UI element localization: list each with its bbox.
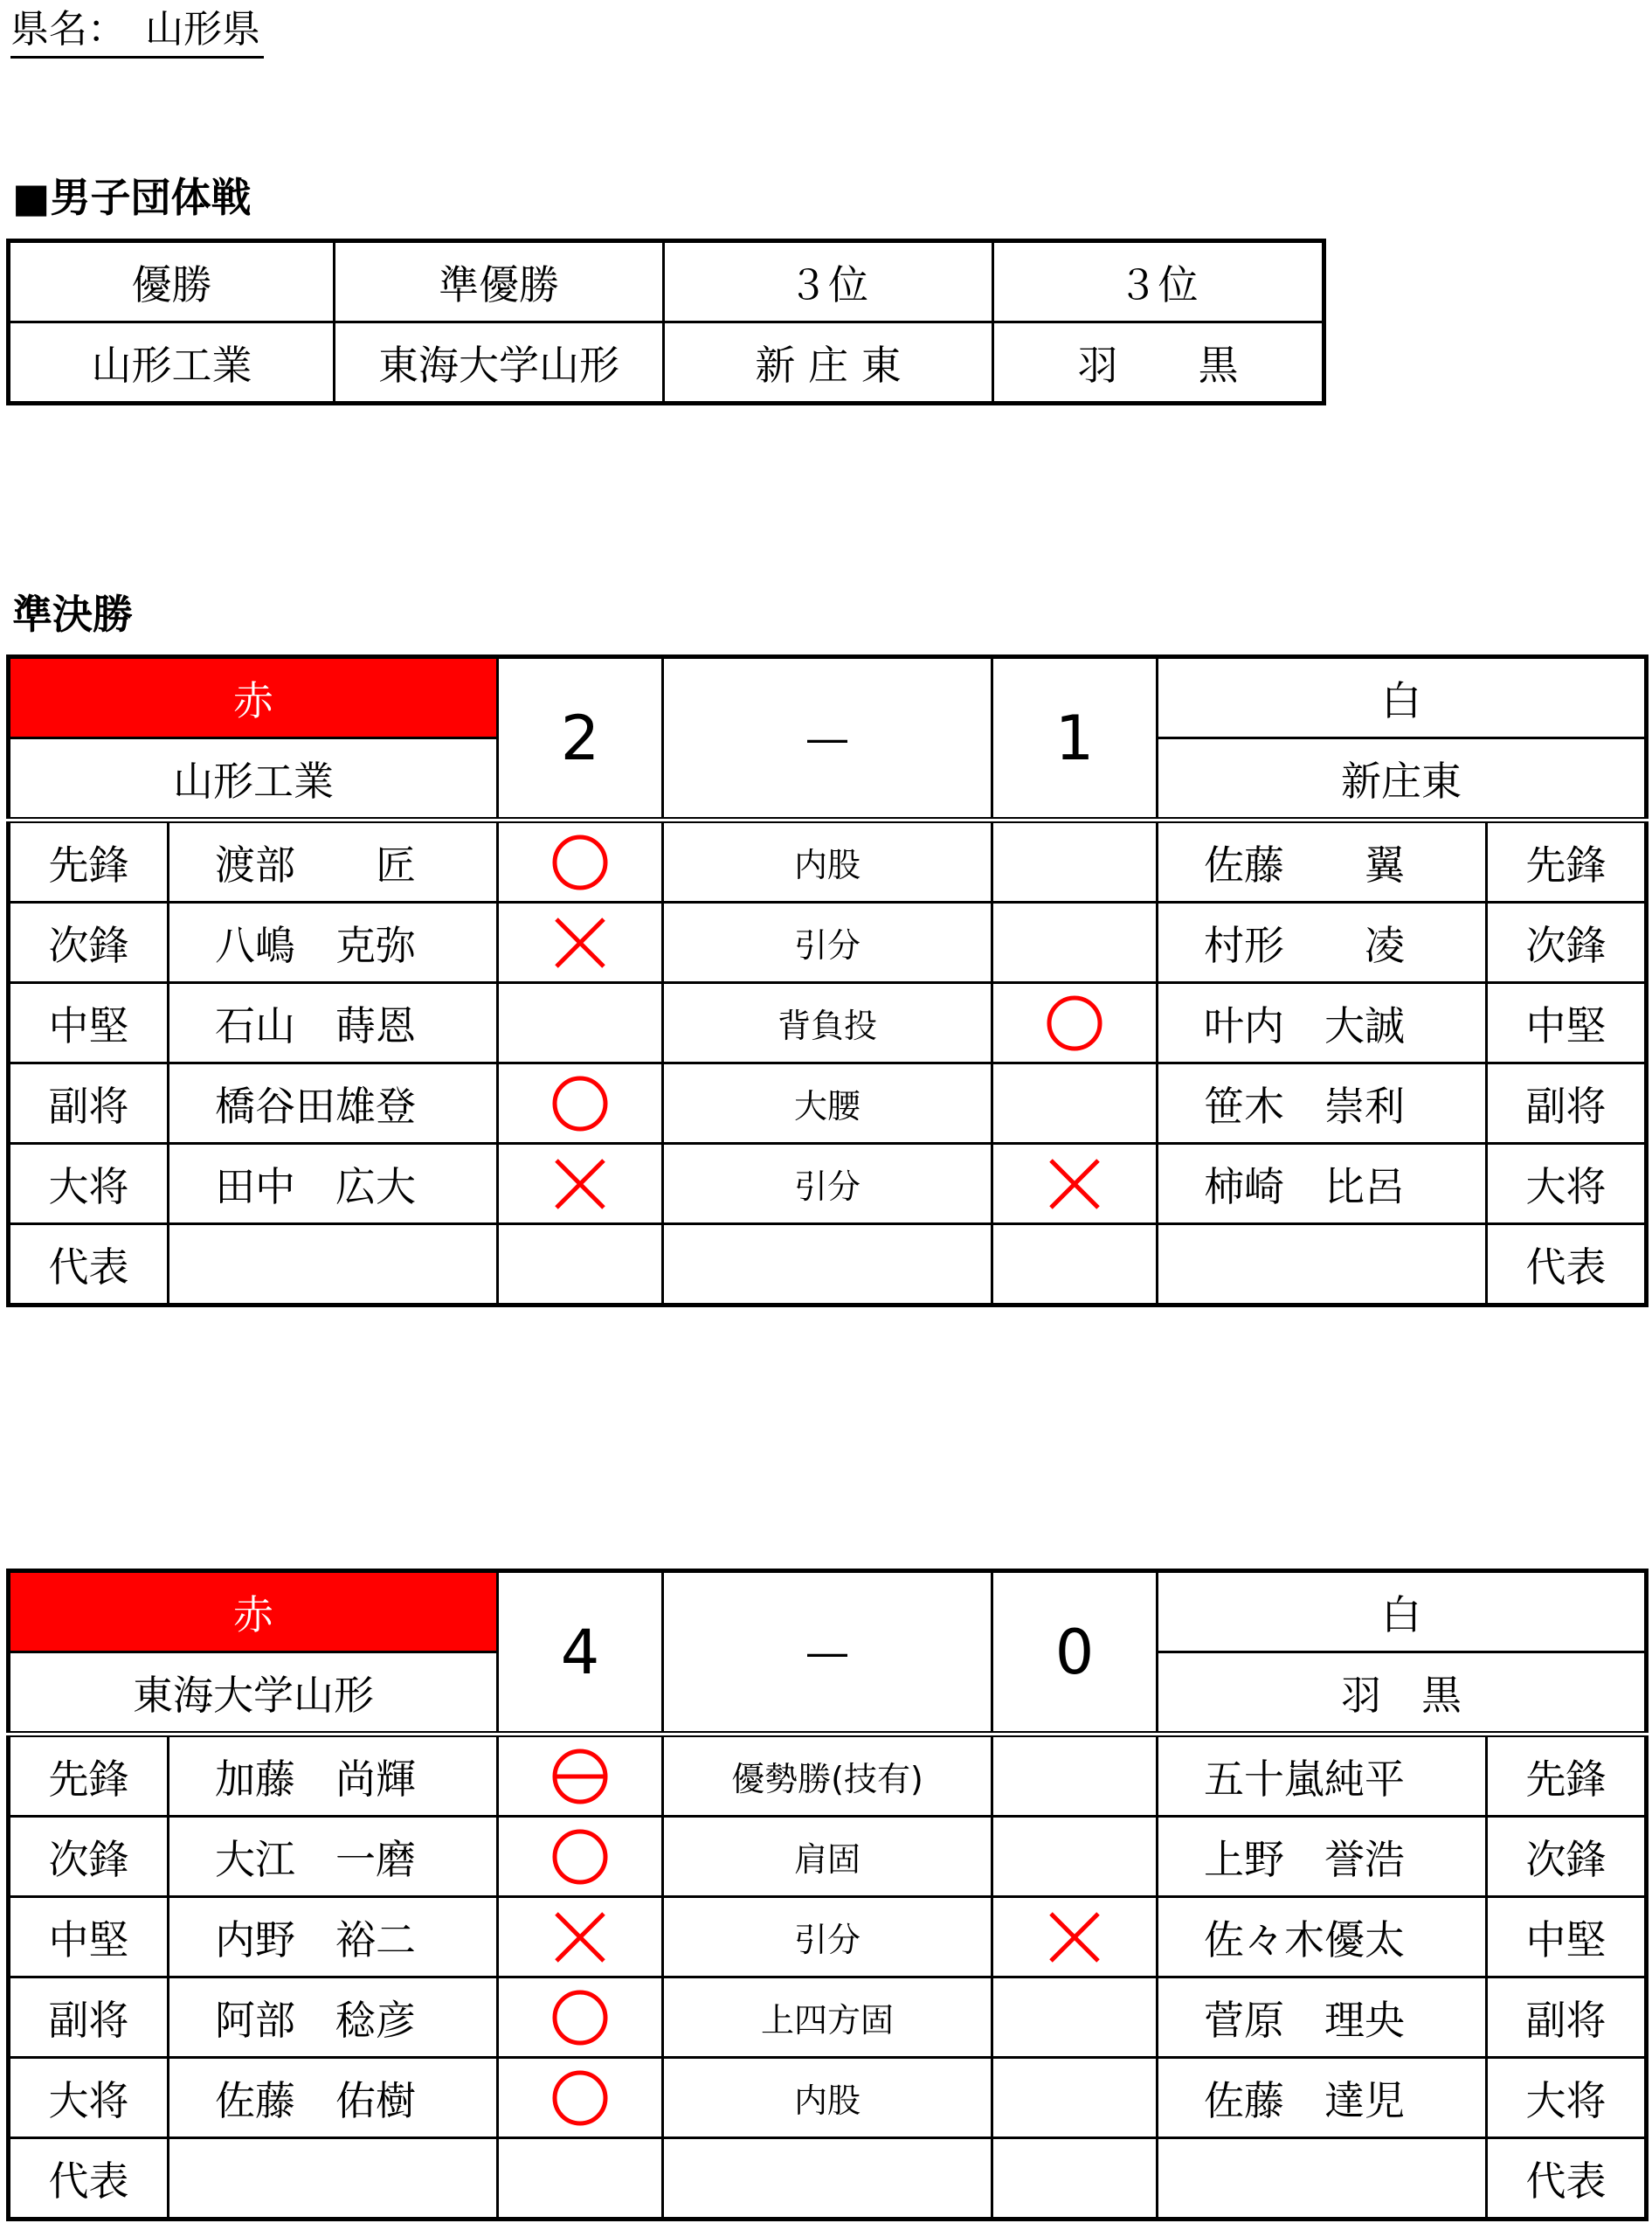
white-result-mark	[992, 1063, 1158, 1144]
red-team-name: 東海大学山形	[9, 1652, 498, 1735]
draw-cross-icon	[551, 1908, 609, 1966]
third-team-2: 羽 黒	[993, 322, 1324, 404]
white-side-label: 白	[1158, 657, 1647, 738]
red-side-label: 赤	[9, 1571, 498, 1652]
red-position: 代表	[9, 1224, 169, 1305]
technique	[663, 1224, 992, 1305]
white-position: 中堅	[1487, 1897, 1647, 1977]
win-circle-icon	[551, 834, 609, 891]
red-position: 先鋒	[9, 821, 169, 903]
white-player-name: 五十嵐純平	[1158, 1735, 1487, 1817]
red-position: 代表	[9, 2138, 169, 2220]
white-position: 次鋒	[1487, 1817, 1647, 1897]
red-position: 次鋒	[9, 903, 169, 983]
bout-row	[9, 903, 1647, 983]
win-circle-icon	[551, 1075, 609, 1132]
red-position: 大将	[9, 1144, 169, 1224]
red-position: 副将	[9, 1063, 169, 1144]
runner-up-team: 東海大学山形	[335, 322, 664, 404]
red-player-name: 田中 広大	[169, 1144, 498, 1224]
red-player-name: 八嶋 克弥	[169, 903, 498, 983]
header-runner-up: 準優勝	[335, 241, 664, 322]
red-player-name	[169, 1224, 498, 1305]
white-result-mark	[992, 1224, 1158, 1305]
red-result-mark	[498, 821, 663, 903]
bout-row	[9, 821, 1647, 903]
technique: 引分	[663, 1144, 992, 1224]
team-section-title: ■男子団体戦	[12, 174, 252, 221]
white-result-mark	[992, 1897, 1158, 1977]
red-result-mark	[498, 2138, 663, 2220]
white-team-name: 新庄東	[1158, 738, 1647, 821]
header-third-2: ３位	[993, 241, 1324, 322]
white-result-mark	[992, 821, 1158, 903]
white-result-mark	[992, 2138, 1158, 2220]
white-position: 大将	[1487, 2058, 1647, 2138]
red-position: 次鋒	[9, 1817, 169, 1897]
header-winner: 優勝	[9, 241, 335, 322]
technique: 引分	[663, 1897, 992, 1977]
win-circle-icon	[551, 1989, 609, 2047]
red-player-name: 橋谷田雄登	[169, 1063, 498, 1144]
draw-cross-icon	[1046, 1155, 1103, 1213]
technique: 肩固	[663, 1817, 992, 1897]
red-player-name: 阿部 稔彦	[169, 1977, 498, 2058]
red-score: 4	[498, 1571, 663, 1735]
bout-row	[9, 983, 1647, 1063]
white-player-name: 叶内 大誠	[1158, 983, 1487, 1063]
white-position: 次鋒	[1487, 903, 1647, 983]
header-third-1: ３位	[664, 241, 993, 322]
red-result-mark	[498, 1735, 663, 1817]
team-results-value-row	[9, 322, 1324, 404]
win-circle-icon	[551, 1828, 609, 1886]
team-results-table	[6, 239, 1326, 405]
win-circle-icon	[551, 2069, 609, 2127]
white-team-name: 羽 黒	[1158, 1652, 1647, 1735]
white-side-label: 白	[1158, 1571, 1647, 1652]
bout-row	[9, 1977, 1647, 2058]
white-position: 副将	[1487, 1977, 1647, 2058]
bout-row	[9, 1735, 1647, 1817]
bout-row	[9, 1144, 1647, 1224]
white-position: 副将	[1487, 1063, 1647, 1144]
red-result-mark	[498, 1817, 663, 1897]
red-team-name: 山形工業	[9, 738, 498, 821]
technique: 内股	[663, 2058, 992, 2138]
red-player-name: 内野 裕二	[169, 1897, 498, 1977]
score-dash: ―	[663, 657, 992, 821]
red-score: 2	[498, 657, 663, 821]
red-result-mark	[498, 1063, 663, 1144]
white-result-mark	[992, 903, 1158, 983]
red-player-name: 大江 一磨	[169, 1817, 498, 1897]
white-player-name: 佐々木優太	[1158, 1897, 1487, 1977]
white-result-mark	[992, 1735, 1158, 1817]
white-score: 1	[992, 657, 1158, 821]
advantage-win-icon	[551, 1748, 609, 1805]
white-player-name: 菅原 理央	[1158, 1977, 1487, 2058]
white-position: 中堅	[1487, 983, 1647, 1063]
red-result-mark	[498, 983, 663, 1063]
third-team-1: 新 庄 東	[664, 322, 993, 404]
white-result-mark	[992, 983, 1158, 1063]
draw-cross-icon	[551, 1155, 609, 1213]
red-result-mark	[498, 903, 663, 983]
bout-row	[9, 2138, 1647, 2220]
white-position: 先鋒	[1487, 821, 1647, 903]
semifinal-match-2	[6, 1569, 1649, 2221]
white-result-mark	[992, 1817, 1158, 1897]
white-score: 0	[992, 1571, 1158, 1735]
red-result-mark	[498, 1144, 663, 1224]
semifinal-match-1	[6, 654, 1649, 1307]
prefecture-label: 県名： 山形県	[10, 3, 264, 59]
technique: 大腰	[663, 1063, 992, 1144]
white-result-mark	[992, 1977, 1158, 2058]
white-player-name: 佐藤 翼	[1158, 821, 1487, 903]
red-result-mark	[498, 1977, 663, 2058]
red-player-name	[169, 2138, 498, 2220]
win-circle-icon	[1046, 994, 1103, 1052]
red-position: 大将	[9, 2058, 169, 2138]
red-result-mark	[498, 2058, 663, 2138]
red-position: 中堅	[9, 1897, 169, 1977]
bout-row	[9, 2058, 1647, 2138]
technique: 引分	[663, 903, 992, 983]
white-position: 代表	[1487, 2138, 1647, 2220]
white-player-name: 村形 凌	[1158, 903, 1487, 983]
technique	[663, 2138, 992, 2220]
red-result-mark	[498, 1897, 663, 1977]
red-player-name: 佐藤 佑樹	[169, 2058, 498, 2138]
white-player-name	[1158, 1224, 1487, 1305]
white-player-name: 柿崎 比呂	[1158, 1144, 1487, 1224]
team-results-header-row	[9, 241, 1324, 322]
red-position: 副将	[9, 1977, 169, 2058]
white-player-name	[1158, 2138, 1487, 2220]
score-dash: ―	[663, 1571, 992, 1735]
white-position: 代表	[1487, 1224, 1647, 1305]
draw-cross-icon	[551, 914, 609, 972]
technique: 背負投	[663, 983, 992, 1063]
semifinal-title: 準決勝	[12, 591, 133, 638]
bout-row	[9, 1063, 1647, 1144]
technique: 優勢勝(技有)	[663, 1735, 992, 1817]
bout-row	[9, 1224, 1647, 1305]
red-side-label: 赤	[9, 657, 498, 738]
white-player-name: 佐藤 達児	[1158, 2058, 1487, 2138]
red-player-name: 加藤 尚輝	[169, 1735, 498, 1817]
red-position: 先鋒	[9, 1735, 169, 1817]
white-player-name: 笹木 崇利	[1158, 1063, 1487, 1144]
draw-cross-icon	[1046, 1908, 1103, 1966]
bout-row	[9, 1817, 1647, 1897]
white-position: 先鋒	[1487, 1735, 1647, 1817]
red-player-name: 石山 蒔恩	[169, 983, 498, 1063]
white-player-name: 上野 誉浩	[1158, 1817, 1487, 1897]
white-result-mark	[992, 1144, 1158, 1224]
technique: 上四方固	[663, 1977, 992, 2058]
white-result-mark	[992, 2058, 1158, 2138]
red-result-mark	[498, 1224, 663, 1305]
white-position: 大将	[1487, 1144, 1647, 1224]
red-position: 中堅	[9, 983, 169, 1063]
red-player-name: 渡部 匠	[169, 821, 498, 903]
bout-row	[9, 1897, 1647, 1977]
winner-team: 山形工業	[9, 322, 335, 404]
technique: 内股	[663, 821, 992, 903]
